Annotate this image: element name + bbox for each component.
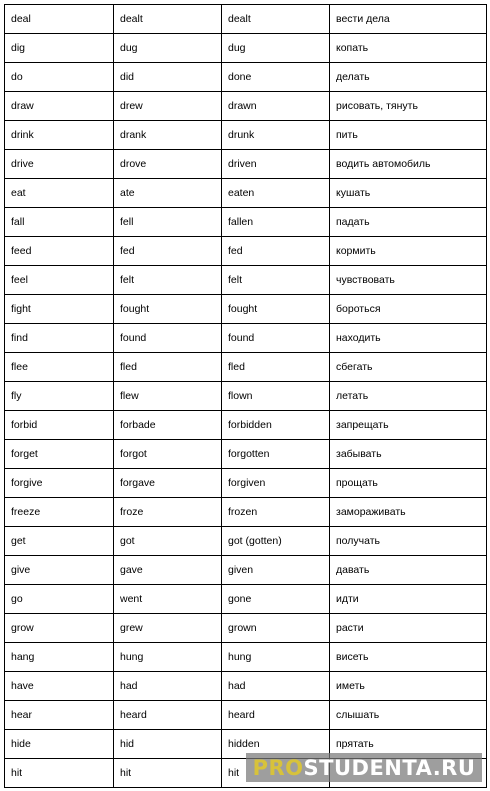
translation-cell: рисовать, тянуть bbox=[330, 92, 487, 121]
base-form-cell: fall bbox=[5, 208, 114, 237]
watermark-pro: PRO bbox=[252, 755, 304, 780]
past-simple-cell: drank bbox=[114, 121, 222, 150]
past-simple-cell: grew bbox=[114, 614, 222, 643]
past-participle-cell: frozen bbox=[222, 498, 330, 527]
base-form-cell: have bbox=[5, 672, 114, 701]
translation-cell: сбегать bbox=[330, 353, 487, 382]
past-participle-cell: fought bbox=[222, 295, 330, 324]
past-participle-cell: drunk bbox=[222, 121, 330, 150]
past-participle-cell: found bbox=[222, 324, 330, 353]
table-row bbox=[5, 179, 487, 208]
past-participle-cell: forgiven bbox=[222, 469, 330, 498]
table-row bbox=[5, 382, 487, 411]
base-form-cell: drive bbox=[5, 150, 114, 179]
table-row bbox=[5, 63, 487, 92]
past-simple-cell: went bbox=[114, 585, 222, 614]
translation-cell: замораживать bbox=[330, 498, 487, 527]
translation-cell: находить bbox=[330, 324, 487, 353]
base-form-cell: fly bbox=[5, 382, 114, 411]
translation-cell: прятать bbox=[330, 730, 487, 759]
past-participle-cell: had bbox=[222, 672, 330, 701]
base-form-cell: deal bbox=[5, 5, 114, 34]
past-simple-cell: forgave bbox=[114, 469, 222, 498]
past-simple-cell: fed bbox=[114, 237, 222, 266]
table-row bbox=[5, 5, 487, 34]
base-form-cell: forget bbox=[5, 440, 114, 469]
past-simple-cell: ate bbox=[114, 179, 222, 208]
past-simple-cell: hung bbox=[114, 643, 222, 672]
past-simple-cell: got bbox=[114, 527, 222, 556]
past-participle-cell: eaten bbox=[222, 179, 330, 208]
translation-cell: падать bbox=[330, 208, 487, 237]
past-simple-cell: had bbox=[114, 672, 222, 701]
translation-cell: слышать bbox=[330, 701, 487, 730]
translation-cell: кормить bbox=[330, 237, 487, 266]
table-row bbox=[5, 556, 487, 585]
past-participle-cell: fed bbox=[222, 237, 330, 266]
translation-cell: делать bbox=[330, 63, 487, 92]
base-form-cell: flee bbox=[5, 353, 114, 382]
base-form-cell: eat bbox=[5, 179, 114, 208]
base-form-cell: feed bbox=[5, 237, 114, 266]
table-row bbox=[5, 614, 487, 643]
table-row bbox=[5, 701, 487, 730]
base-form-cell: freeze bbox=[5, 498, 114, 527]
translation-cell: летать bbox=[330, 382, 487, 411]
translation-cell: вести дела bbox=[330, 5, 487, 34]
translation-cell: давать bbox=[330, 556, 487, 585]
past-simple-cell: heard bbox=[114, 701, 222, 730]
past-simple-cell: drew bbox=[114, 92, 222, 121]
past-participle-cell: gone bbox=[222, 585, 330, 614]
past-participle-cell: forbidden bbox=[222, 411, 330, 440]
past-participle-cell: fled bbox=[222, 353, 330, 382]
past-simple-cell: flew bbox=[114, 382, 222, 411]
translation-cell: водить автомобиль bbox=[330, 150, 487, 179]
translation-cell: запрещать bbox=[330, 411, 487, 440]
table-row bbox=[5, 121, 487, 150]
base-form-cell: hide bbox=[5, 730, 114, 759]
past-simple-cell: fought bbox=[114, 295, 222, 324]
past-simple-cell: did bbox=[114, 63, 222, 92]
past-participle-cell: done bbox=[222, 63, 330, 92]
base-form-cell: feel bbox=[5, 266, 114, 295]
past-simple-cell: drove bbox=[114, 150, 222, 179]
table-row bbox=[5, 411, 487, 440]
base-form-cell: fight bbox=[5, 295, 114, 324]
past-simple-cell: fled bbox=[114, 353, 222, 382]
past-participle-cell: grown bbox=[222, 614, 330, 643]
past-participle-cell: dug bbox=[222, 34, 330, 63]
past-simple-cell: hid bbox=[114, 730, 222, 759]
past-participle-cell: felt bbox=[222, 266, 330, 295]
table-row bbox=[5, 585, 487, 614]
past-simple-cell: dug bbox=[114, 34, 222, 63]
irregular-verbs-table bbox=[4, 4, 487, 788]
past-simple-cell: fell bbox=[114, 208, 222, 237]
base-form-cell: give bbox=[5, 556, 114, 585]
past-participle-cell: driven bbox=[222, 150, 330, 179]
past-simple-cell: froze bbox=[114, 498, 222, 527]
past-simple-cell: gave bbox=[114, 556, 222, 585]
translation-cell: расти bbox=[330, 614, 487, 643]
table-row bbox=[5, 324, 487, 353]
table-row bbox=[5, 92, 487, 121]
base-form-cell: hear bbox=[5, 701, 114, 730]
translation-cell: кушать bbox=[330, 179, 487, 208]
translation-cell: копать bbox=[330, 34, 487, 63]
table-row bbox=[5, 237, 487, 266]
base-form-cell: dig bbox=[5, 34, 114, 63]
table-row bbox=[5, 440, 487, 469]
watermark-logo bbox=[246, 753, 482, 782]
past-participle-cell: dealt bbox=[222, 5, 330, 34]
translation-cell: иметь bbox=[330, 672, 487, 701]
translation-cell: чувствовать bbox=[330, 266, 487, 295]
past-simple-cell: hit bbox=[114, 759, 222, 788]
past-participle-cell: fallen bbox=[222, 208, 330, 237]
table-row bbox=[5, 150, 487, 179]
past-participle-cell: heard bbox=[222, 701, 330, 730]
past-simple-cell: felt bbox=[114, 266, 222, 295]
translation-cell: висеть bbox=[330, 643, 487, 672]
past-simple-cell: dealt bbox=[114, 5, 222, 34]
verb-table-body bbox=[5, 5, 487, 788]
translation-cell: пить bbox=[330, 121, 487, 150]
translation-cell: прощать bbox=[330, 469, 487, 498]
past-participle-cell: drawn bbox=[222, 92, 330, 121]
past-participle-cell: forgotten bbox=[222, 440, 330, 469]
past-participle-cell: hung bbox=[222, 643, 330, 672]
base-form-cell: find bbox=[5, 324, 114, 353]
past-simple-cell: forgot bbox=[114, 440, 222, 469]
translation-cell: идти bbox=[330, 585, 487, 614]
table-row bbox=[5, 643, 487, 672]
past-participle-cell: flown bbox=[222, 382, 330, 411]
base-form-cell: draw bbox=[5, 92, 114, 121]
base-form-cell: hit bbox=[5, 759, 114, 788]
table-row bbox=[5, 266, 487, 295]
past-participle-cell: hit bbox=[222, 759, 330, 788]
past-participle-cell: hidden bbox=[222, 730, 330, 759]
watermark-studenta: STUDENTA.RU bbox=[303, 755, 476, 780]
table-row bbox=[5, 34, 487, 63]
table-row bbox=[5, 527, 487, 556]
base-form-cell: forgive bbox=[5, 469, 114, 498]
table-row bbox=[5, 469, 487, 498]
past-participle-cell: got (gotten) bbox=[222, 527, 330, 556]
table-row bbox=[5, 498, 487, 527]
past-simple-cell: forbade bbox=[114, 411, 222, 440]
base-form-cell: grow bbox=[5, 614, 114, 643]
table-row bbox=[5, 295, 487, 324]
base-form-cell: drink bbox=[5, 121, 114, 150]
translation-cell: получать bbox=[330, 527, 487, 556]
table-row bbox=[5, 208, 487, 237]
base-form-cell: hang bbox=[5, 643, 114, 672]
translation-cell: забывать bbox=[330, 440, 487, 469]
base-form-cell: get bbox=[5, 527, 114, 556]
past-participle-cell: given bbox=[222, 556, 330, 585]
base-form-cell: do bbox=[5, 63, 114, 92]
table-row bbox=[5, 672, 487, 701]
past-simple-cell: found bbox=[114, 324, 222, 353]
base-form-cell: forbid bbox=[5, 411, 114, 440]
base-form-cell: go bbox=[5, 585, 114, 614]
translation-cell: бороться bbox=[330, 295, 487, 324]
table-row bbox=[5, 353, 487, 382]
